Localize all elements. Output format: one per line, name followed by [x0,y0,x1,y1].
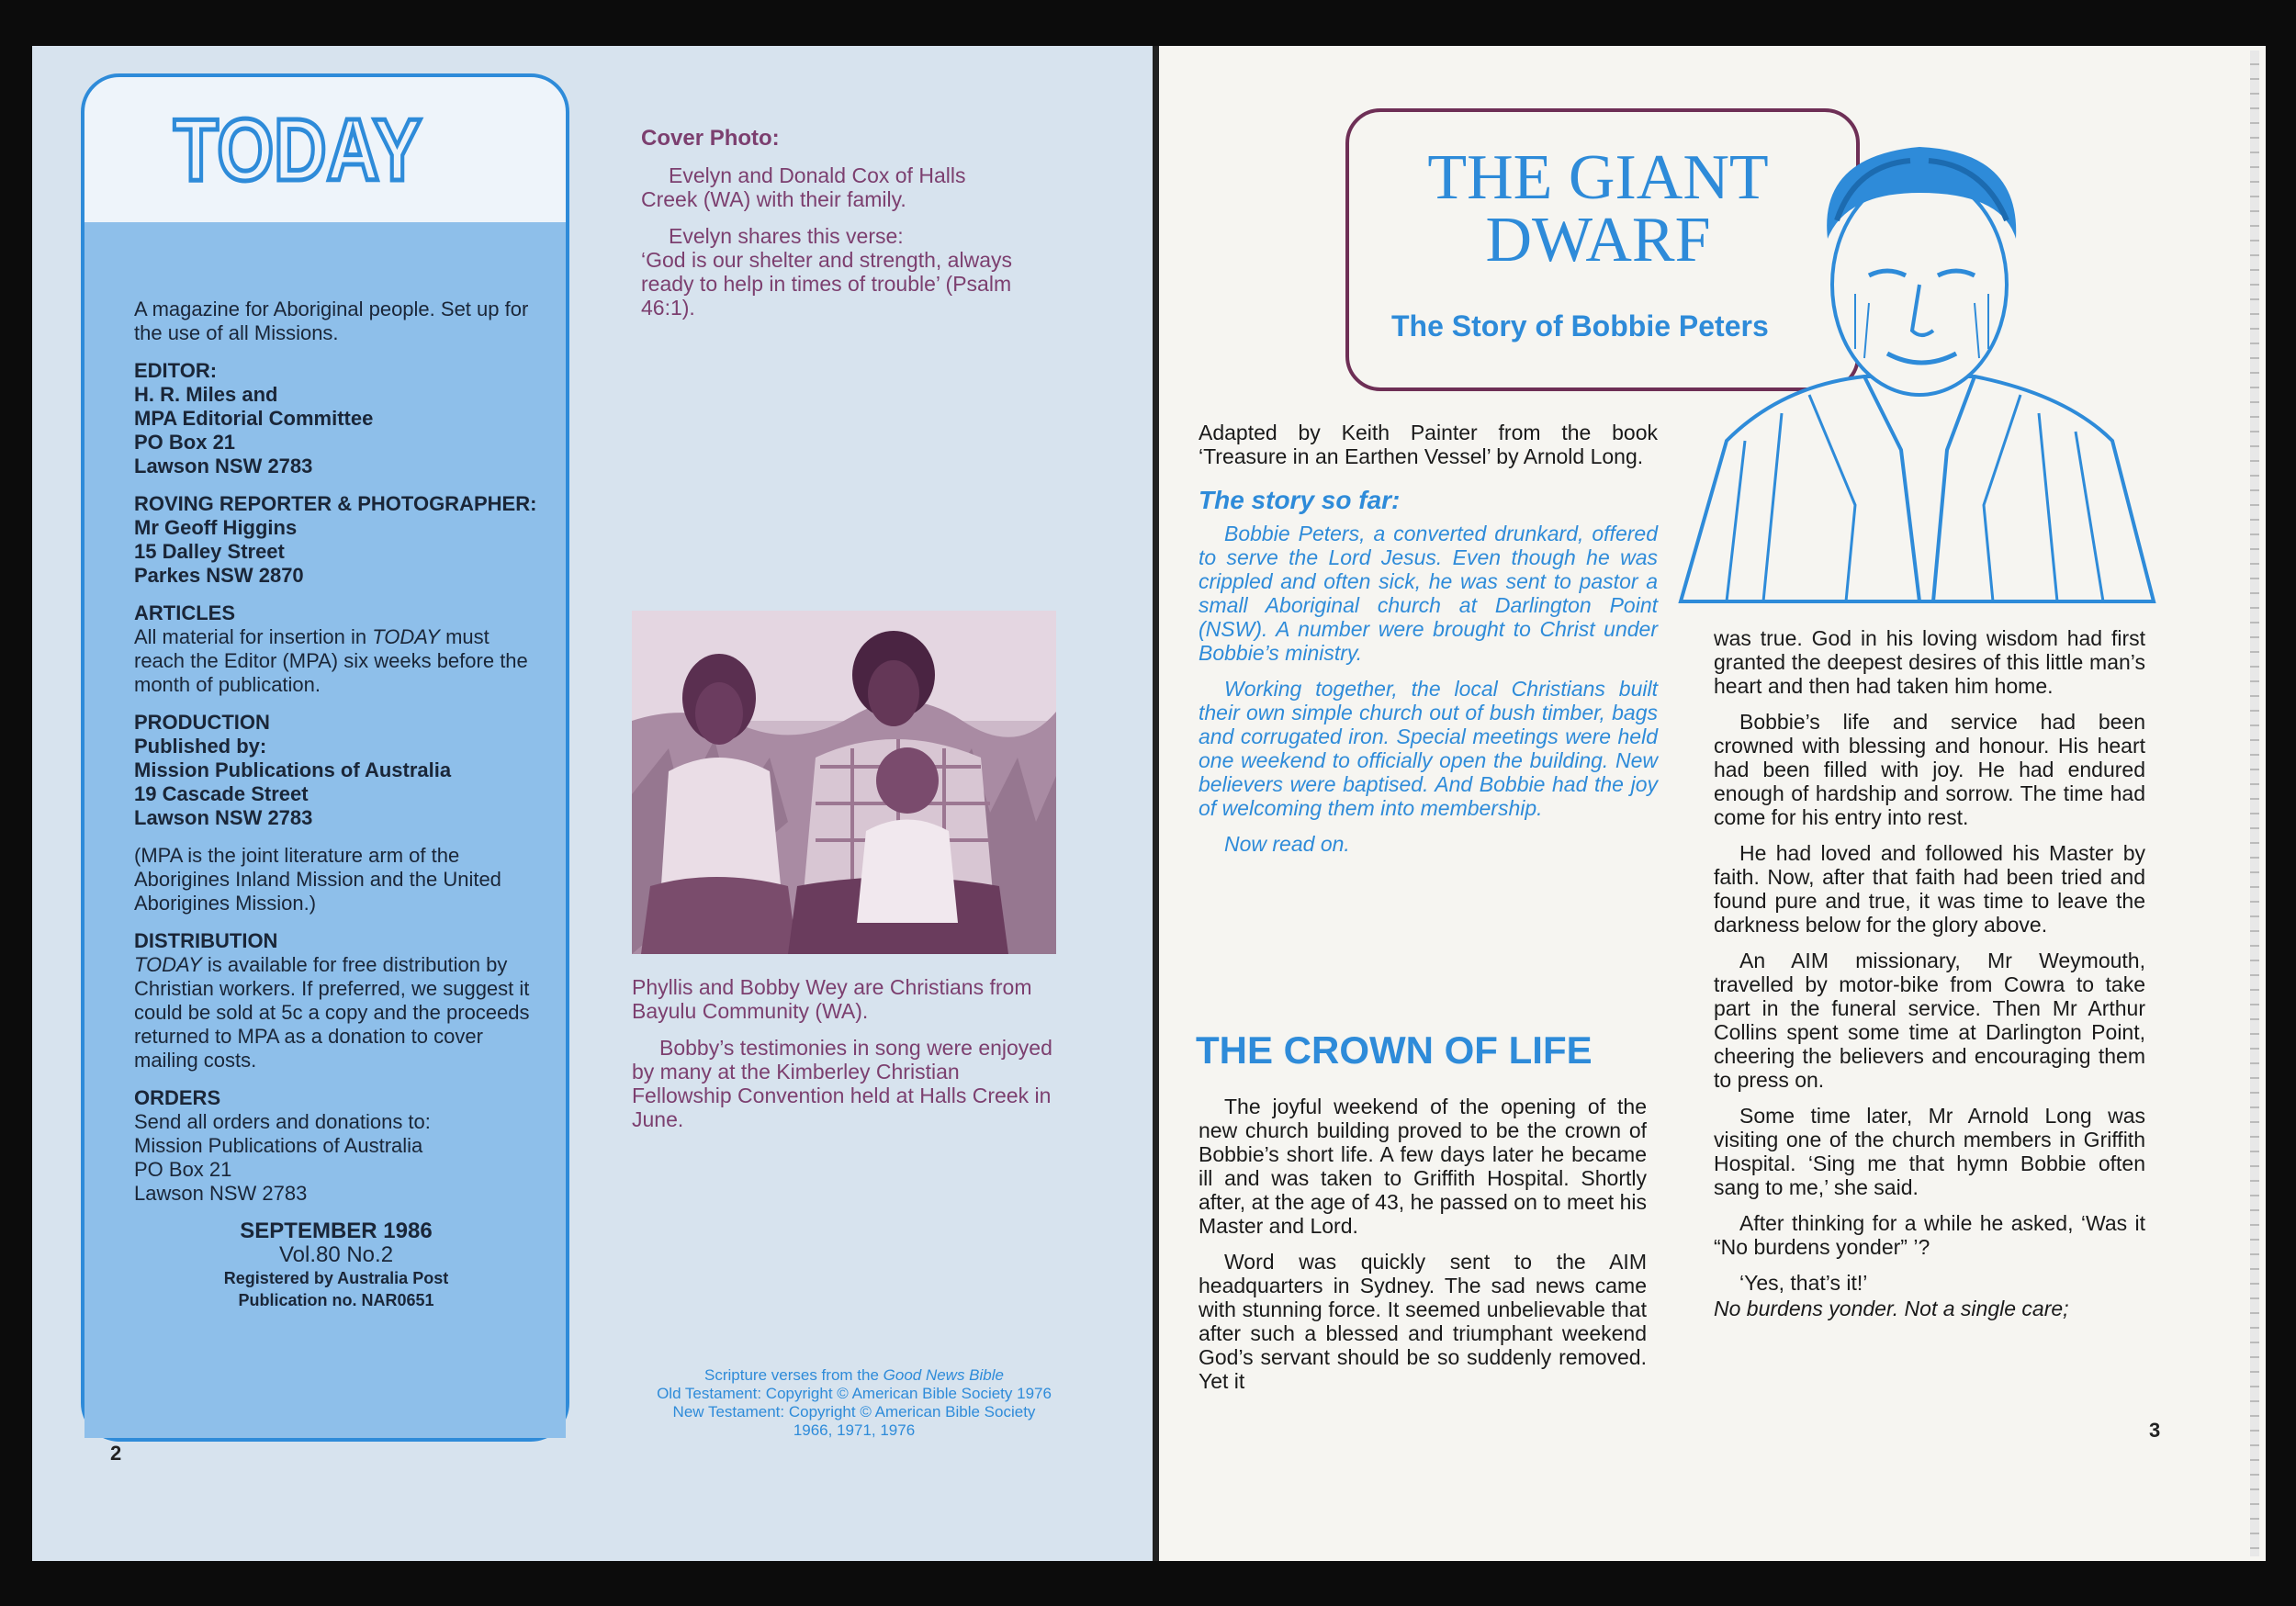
production-note: (MPA is the joint literature arm of the Aborigines Inland Mission and the United Aborigines Mission.) [134,844,501,915]
production-section [134,711,538,830]
title-line-1: THE GIANT [1427,142,1769,213]
story-so-far-1: Bobbie Peters, a converted drunkard, offered to serve the Lord Jesus. Even though he was crippled and often sick, he was sent to pastor a small Aboriginal church at Darlington Point (NSW). A number were brought to Christ under Bobbie’s ministry. [1199,522,1658,665]
col2-para2: Bobbie’s life and service had been crowned with blessing and honour. His heart had been filled with joy. He had endured enough of hardship and sorrow. The time had come for his entry into rest. [1714,710,2145,829]
col1-para2: Word was quickly sent to the AIM headquarters in Sydney. The sad news came with stunning force. It seemed unbelievable that after such a blessed and triumphant weekend God’s servant should be so suddenly removed. Yet it [1199,1250,1647,1393]
orders-heading: ORDERS [134,1086,221,1109]
photo-caption [632,975,1064,1144]
volume: Vol.80 No.2 [278,1242,394,1267]
roving-line: 15 Dalley Street [134,540,285,563]
articles-heading: ARTICLES [134,601,235,624]
adapted-credit: Adapted by Keith Painter from the book ‘Treasure in an Earthen Vessel’ by Arnold Long. [1199,421,1658,468]
scripture-line-2: Old Testament: Copyright © American Bible Society 1976 [657,1385,1052,1402]
scripture-bible-name: Good News Bible [883,1366,1004,1384]
col2-para3: He had loved and followed his Master by faith. Now, after that faith had been tried and found pure and true, it was time to leave the darkness below for the glory above. [1714,841,2145,937]
articles-text: must reach the Editor (MPA) six weeks before the month of publication. [134,625,528,696]
articles-section [134,601,538,697]
scripture-line-1 [625,1366,1084,1385]
column-right [1714,626,2145,1332]
roving-line: Mr Geoff Higgins [134,516,298,539]
articles-text: All material for insertion in [134,625,373,648]
issue-info [134,1219,538,1311]
roving-heading: ROVING REPORTER & PHOTOGRAPHER: [134,492,537,515]
now-read-on: Now read on. [1224,832,1350,856]
cover-photo-caption [641,127,1027,332]
orders-line: Send all orders and donations to: [134,1110,431,1133]
column-left-body [1199,1095,1647,1405]
distribution-heading: DISTRIBUTION [134,929,278,952]
roving-line: Parkes NSW 2870 [134,564,304,587]
masthead-box [81,73,569,1442]
orders-line: Lawson NSW 2783 [134,1182,308,1205]
verse-intro: Evelyn shares this verse: [669,224,904,248]
editor-line: MPA Editorial Committee [134,407,374,430]
scripture-line-3: New Testament: Copyright © American Bible Society [672,1403,1036,1421]
orders-line: Mission Publications of Australia [134,1134,423,1157]
col2-para8: No burdens yonder. Not a single care; [1714,1297,2069,1320]
col2-para7: ‘Yes, that’s it!’ [1739,1271,1868,1295]
bobbie-peters-portrait [1671,138,2158,601]
title-line-2: DWARF [1485,205,1711,275]
col1-para1: The joyful weekend of the opening of the new church building proved to be the crown of Bobbie’s short life. A few days later he became ill and was taken to Griffith Hospital. Shortly after, at the age of 43, he passed on to meet his Master and Lord. [1199,1095,1647,1238]
production-line: Published by: [134,735,267,758]
verse-text: ‘God is our shelter and strength, always ready to help in times of trouble’ (Psalm 46:1). [641,248,1012,320]
editor-line: Lawson NSW 2783 [134,455,313,477]
logo-text: TODAY [174,101,422,199]
col2-para6: After thinking for a while he asked, ‘Was it “No burdens yonder” ’? [1714,1211,2145,1259]
roving-section [134,492,538,588]
story-so-far-heading: The story so far: [1199,486,1401,514]
column-left [1199,421,1658,868]
cover-photo-text: Evelyn and Donald Cox of Halls Creek (WA) with their family. [641,163,966,211]
editor-heading: EDITOR: [134,359,218,382]
scripture-credit [625,1366,1084,1440]
article-subtitle: The Story of Bobbie Peters [1391,309,1769,343]
page-edge [2250,51,2259,1556]
today-logo [169,95,426,197]
page-number-left: 2 [110,1442,122,1465]
articles-today: TODAY [372,625,440,648]
distribution-today: TODAY [134,953,202,976]
production-line: Mission Publications of Australia [134,758,452,781]
production-line: Lawson NSW 2783 [134,806,313,829]
col2-para4: An AIM missionary, Mr Weymouth, travelled by motor-bike from Cowra to take part in the funeral service. Then Mr Arthur Collins spent some time at Darlington Point, cheering the believers and encouraging them to press on. [1714,949,2145,1092]
scripture-text: Scripture verses from the [704,1366,884,1384]
production-heading: PRODUCTION [134,711,270,734]
section-heading: THE CROWN OF LIFE [1196,1028,1593,1072]
intro: A magazine for Aboriginal people. Set up for the use of all Missions. [134,298,529,344]
col2-para5: Some time later, Mr Arnold Long was visiting one of the church members in Griffith Hospital. ‘Sing me that hymn Bobbie often sang to me,’ she said. [1714,1104,2145,1199]
cover-photo-heading: Cover Photo: [641,126,780,151]
page-number-right: 3 [2149,1419,2161,1442]
story-so-far-2: Working together, the local Christians built their own simple church out of bush timber, bags and corrugated iron. Special meetings were held one weekend to officially open the building. New believers were baptised. And Bobbie had the joy of welcoming them into membership. [1199,677,1658,820]
distribution-text: is available for free distribution by Christian workers. If preferred, we suggest it could be sold at 5c a copy and the proceeds returned to MPA as a donation to cover mailing costs. [134,953,530,1072]
family-photo [632,611,1056,954]
col2-para1: was true. God in his loving wisdom had first granted the deepest desires of this little man’s heart and then had taken him home. [1714,626,2145,698]
publication-no: Publication no. NAR0651 [238,1291,434,1309]
orders-section [134,1086,538,1206]
editor-line: H. R. Miles and [134,383,278,406]
scripture-line-4: 1966, 1971, 1976 [793,1421,916,1439]
photo-caption-1: Phyllis and Bobby Wey are Christians from Bayulu Community (WA). [632,975,1032,1023]
binding-spine [1153,46,1159,1561]
masthead-text [134,298,538,1311]
orders-line: PO Box 21 [134,1158,232,1181]
production-line: 19 Cascade Street [134,782,309,805]
photo-illustration [632,611,1056,954]
photo-caption-2: Bobby’s testimonies in song were enjoyed by many at the Kimberley Christian Fellowship Convention held at Halls Creek in June. [632,1036,1052,1131]
issue-date: SEPTEMBER 1986 [240,1219,433,1243]
distribution-section [134,929,538,1073]
registered: Registered by Australia Post [223,1269,449,1287]
editor-section [134,359,538,478]
editor-line: PO Box 21 [134,431,236,454]
